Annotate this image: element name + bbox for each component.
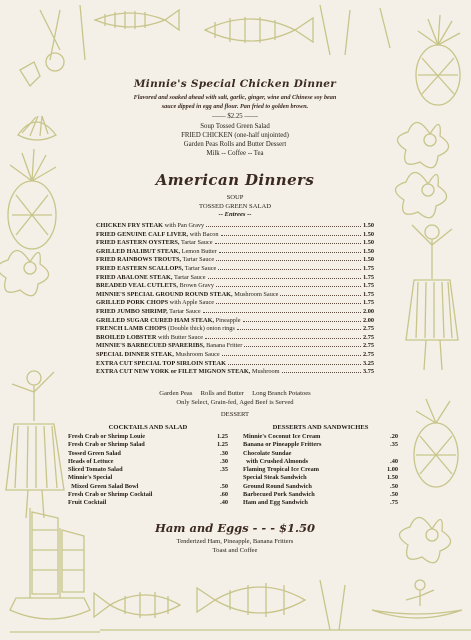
entree-price: 1.50 (362, 230, 374, 238)
entree-name: FRIED EASTERN OYSTERS, Tartar Sauce (96, 239, 213, 247)
dot-leader (237, 329, 361, 330)
entree-name: CHICKEN FRY STEAK with Pan Gravy (96, 222, 205, 229)
entree-description: Pineapple (215, 316, 241, 324)
chicken-line: Milk -- Coffee -- Tea (206, 150, 264, 157)
entree-row (96, 351, 374, 360)
sides-block (90, 390, 380, 407)
dot-leader (216, 260, 361, 261)
menu-item-row (68, 433, 228, 441)
menu-item-name: Banana or Pineapple Fritters (243, 441, 322, 449)
menu-item-name: Tossed Green Salad (68, 449, 121, 457)
dot-leader (216, 303, 361, 304)
menu-item-price: .75 (390, 499, 398, 507)
dot-leader (218, 269, 361, 270)
entree-row (96, 265, 374, 274)
entree-description: with Bacon (189, 230, 219, 238)
entree-price: 1.50 (362, 239, 374, 247)
entree-price: 1.50 (362, 222, 374, 229)
menu-item-name: Sliced Tomato Salad (68, 466, 123, 474)
entree-price: 3.75 (362, 368, 374, 376)
salad-label: TOSSED GREEN SALAD (198, 202, 272, 210)
beef-note: Only Select, Grain-fed, Aged Beef is Served (176, 398, 294, 406)
dot-leader (243, 321, 361, 322)
entree-price: 3.25 (362, 359, 374, 367)
menu-item-name: with Crushed Almonds (243, 457, 309, 465)
entree-price: 1.75 (362, 273, 374, 281)
menu-item-row (243, 483, 398, 491)
american-dinners-title: American Dinners (155, 171, 315, 189)
menu-item-name: Ham and Egg Sandwich (243, 499, 308, 507)
menu-item-name: Fresh Crab or Shrimp Cocktail (68, 491, 153, 499)
pineapple-icon (416, 15, 460, 105)
entree-name: MINNIE'S BARBECUED SPARERIBS, Banana Fritter (96, 342, 243, 350)
entree-name: BROILED LOBSTER with Butter Sauce (96, 333, 204, 341)
entree-row (96, 368, 374, 377)
fish-icon (197, 583, 305, 617)
chicken-dinner-details (90, 122, 380, 158)
pineapple-icon (414, 399, 458, 487)
ham-line: Toast and Coffee (212, 547, 258, 554)
menu-item-name: Fruit Cocktail (68, 499, 107, 507)
entree-row (96, 222, 374, 231)
chicken-description-line: sauce dipped in egg and flour. Pan fried to golden brown. (161, 103, 309, 110)
entree-price: 2.75 (362, 342, 374, 350)
entree-row (96, 334, 374, 343)
menu-item-price: 1.25 (216, 441, 228, 449)
entree-name: GRILLED SUGAR CURED HAM STEAK, Pineapple (96, 316, 241, 324)
dot-leader (208, 278, 361, 279)
chicken-line: Garden Peas Rolls and Butter Dessert (183, 141, 287, 148)
entree-description: Tartar Sauce (169, 307, 201, 315)
entree-row (96, 291, 374, 300)
chicken-description (90, 93, 380, 111)
pineapple-icon (8, 149, 56, 249)
cocktails-salad-column (68, 424, 228, 508)
entree-row (96, 274, 374, 283)
entree-description: with Apple Sauce (169, 299, 215, 307)
menu-item-price: .50 (390, 482, 398, 490)
entree-name: GRILLED PORK CHOPS with Apple Sauce (96, 299, 215, 307)
ham-line: Tenderized Ham, Pineapple, Banana Fritters (176, 538, 294, 545)
entree-description: Brown Gravy (179, 282, 214, 290)
menu-item-row (68, 450, 228, 458)
menu-item-row (243, 450, 398, 458)
entree-row (96, 325, 374, 334)
chicken-dinner-title: Minnie's Special Chicken Dinner (133, 78, 337, 90)
entree-row (96, 231, 374, 240)
menu-item-price: 1.25 (216, 433, 228, 440)
entree-name: FRIED ABALONE STEAK, Tartar Sauce (96, 273, 206, 281)
menu-item-name: Chocolate Sundae (243, 449, 292, 457)
entree-name: FRIED RAINBOWS TROUTS, Tartar Sauce (96, 256, 215, 264)
menu-item-price (206, 474, 228, 482)
entree-row (96, 308, 374, 317)
dot-leader (216, 286, 361, 287)
american-dinners-header (90, 194, 380, 220)
chicken-price: —— $2.25 —— (212, 113, 258, 120)
menu-item-price: .40 (220, 499, 228, 507)
menu-item-row (68, 441, 228, 449)
entree-name: FRIED JUMBO SHRIMP, Tartar Sauce (96, 307, 201, 315)
entree-description: Tartar Sauce (173, 273, 206, 281)
dot-leader (244, 346, 361, 347)
dot-leader (280, 295, 361, 296)
menu-item-row (243, 466, 398, 474)
menu-item-row (243, 441, 398, 449)
dot-leader (203, 312, 361, 313)
menu-item-price: 1.00 (386, 466, 398, 474)
entree-name: BREADED VEAL CUTLETS, Brown Gravy (96, 282, 214, 290)
dot-leader (282, 372, 361, 373)
menu-item-row (243, 458, 398, 466)
menu-item-name: Heads of Lettuce (68, 457, 114, 465)
entree-row (96, 248, 374, 257)
dot-leader (219, 252, 361, 253)
entree-price: 2.75 (362, 333, 374, 341)
entree-description: Mushroom Sauce (234, 290, 279, 298)
entree-description: Lemon Butter (181, 247, 217, 255)
canoe-icon (372, 580, 462, 618)
entree-price: 2.00 (362, 307, 374, 315)
entree-price: 2.75 (362, 325, 374, 333)
menu-item-price: .35 (220, 466, 228, 474)
dot-leader (206, 226, 361, 227)
menu-item-row (68, 458, 228, 466)
fish-icon (205, 17, 313, 43)
menu-item-name: Minnie's Coconut Ice Cream (243, 433, 321, 440)
hibiscus-icon (397, 122, 448, 167)
entree-description: Banana Fritter (206, 342, 243, 350)
dot-leader (205, 338, 361, 339)
dot-leader (221, 235, 361, 236)
menu-item-price: .50 (390, 491, 398, 499)
menu-item-name: Ground Round Sandwich (243, 482, 312, 490)
entree-row (96, 360, 374, 369)
menu-item-name: Flaming Tropical Ice Cream (243, 466, 319, 474)
menu-item-row (68, 483, 228, 491)
menu-item-row (68, 491, 228, 499)
desserts-sandwiches-column (243, 424, 398, 508)
menu-item-row (243, 474, 398, 482)
menu-item-price: 1.50 (386, 474, 398, 482)
entree-row (96, 239, 374, 248)
menu-item-row (68, 499, 228, 507)
entree-description: Mushroom Sauce (175, 350, 220, 358)
entree-price: 1.50 (362, 256, 374, 264)
chicken-line: FRIED CHICKEN (one-half unjointed) (181, 132, 289, 139)
entree-price: 2.00 (362, 316, 374, 324)
menu-item-name: Fresh Crab or Shrimp Louie (68, 433, 146, 440)
menu-item-price: .30 (220, 457, 228, 465)
hibiscus-icon (399, 517, 450, 562)
entrees-label: -- Entrees -- (218, 211, 252, 218)
menu-item-price: .30 (220, 449, 228, 457)
entree-name: SPECIAL DINNER STEAK, Mushroom Sauce (96, 350, 220, 358)
dot-leader (222, 355, 361, 356)
menu-item-row (68, 466, 228, 474)
entree-name: FRIED EASTERN SCALLOPS, Tartar Sauce (96, 264, 217, 272)
entree-name: EXTRA CUT NEW YORK or FILET MIGNON STEAK, Mushroom (96, 368, 280, 376)
entree-description: (Double thick) onion rings (167, 325, 235, 333)
sailboat-icon (10, 508, 90, 619)
menu-item-price (376, 450, 398, 458)
entree-price: 2.75 (362, 350, 374, 358)
menu-item-name: Minnie's Special (68, 474, 113, 482)
menu-item-row (243, 491, 398, 499)
hibiscus-icon (0, 250, 49, 295)
menu-item-row (68, 474, 228, 482)
cocktails-heading: COCKTAILS AND SALAD (108, 424, 188, 431)
entree-price: 1.75 (362, 290, 374, 298)
entree-description: Mushroom (251, 368, 280, 376)
dot-leader (228, 364, 361, 365)
entree-description: Tartar Sauce (184, 264, 217, 272)
sides-line: Garden Peas Rolls and Butter Long Branch Potatoes (159, 390, 311, 397)
menu-item-name: Fresh Crab or Shrimp Salad (68, 441, 145, 449)
entree-price: 1.75 (362, 282, 374, 290)
chicken-description-line: Flavored and soaked ahead with salt, garlic, ginger, wine and Chinese soy bean (133, 94, 337, 101)
menu-item-price: .20 (390, 433, 398, 440)
entree-row (96, 342, 374, 351)
menu-item-row (243, 433, 398, 441)
entree-name: EXTRA CUT SPECIAL TOP SIRLOIN STEAK (96, 359, 227, 367)
chicken-line: Soup Tossed Green Salad (200, 123, 270, 130)
dot-leader (215, 243, 361, 244)
menu-item-price: .40 (390, 457, 398, 465)
entree-description: with Butter Sauce (157, 333, 204, 341)
entree-name: FRIED GENUINE CALF LIVER, with Bacon (96, 230, 219, 238)
entree-row (96, 317, 374, 326)
desserts-heading: DESSERTS AND SANDWICHES (272, 424, 369, 431)
hibiscus-icon (395, 172, 446, 217)
hula-dancer-icon (6, 371, 64, 518)
entree-price: 1.75 (362, 264, 374, 272)
ham-and-eggs-title: Ham and Eggs - - - $1.50 (154, 521, 315, 535)
seashell-icon (18, 116, 56, 140)
ham-and-eggs-details (90, 537, 380, 555)
menu-item-name: Barbecued Pork Sandwich (243, 491, 315, 499)
entrees-list (96, 222, 374, 377)
entree-description: with Pan Gravy (164, 222, 205, 229)
soup-label: SOUP (226, 194, 244, 201)
entree-row (96, 282, 374, 291)
entree-name: MINNIE'S SPECIAL GROUND ROUND STEAK, Mushroom Sauce (96, 290, 279, 298)
entree-description: Tartar Sauce (180, 239, 213, 247)
menu-item-price: .35 (390, 441, 398, 449)
entree-name: FRENCH LAMB CHOPS (Double thick) onion rings (96, 325, 235, 333)
menu-item-price: .50 (220, 482, 228, 490)
fish-icon (94, 592, 180, 618)
chicken-price-value: $2.25 (227, 113, 243, 120)
menu-item-price: .60 (220, 491, 228, 499)
entree-description: Tartar Sauce (182, 256, 215, 264)
menu-item-name: Special Steak Sandwich (243, 474, 307, 482)
menu-item-row (243, 499, 398, 507)
entree-row (96, 256, 374, 265)
hula-dancer-icon (406, 225, 458, 370)
entree-row (96, 299, 374, 308)
entree-price: 1.50 (362, 247, 374, 255)
dessert-label: DESSERT (220, 411, 250, 418)
entree-price: 1.75 (362, 299, 374, 307)
entree-name: GRILLED HALIBUT STEAK, Lemon Butter (96, 247, 217, 255)
menu-item-name: Mixed Green Salad Bowl (68, 482, 139, 490)
fish-icon (95, 10, 179, 30)
